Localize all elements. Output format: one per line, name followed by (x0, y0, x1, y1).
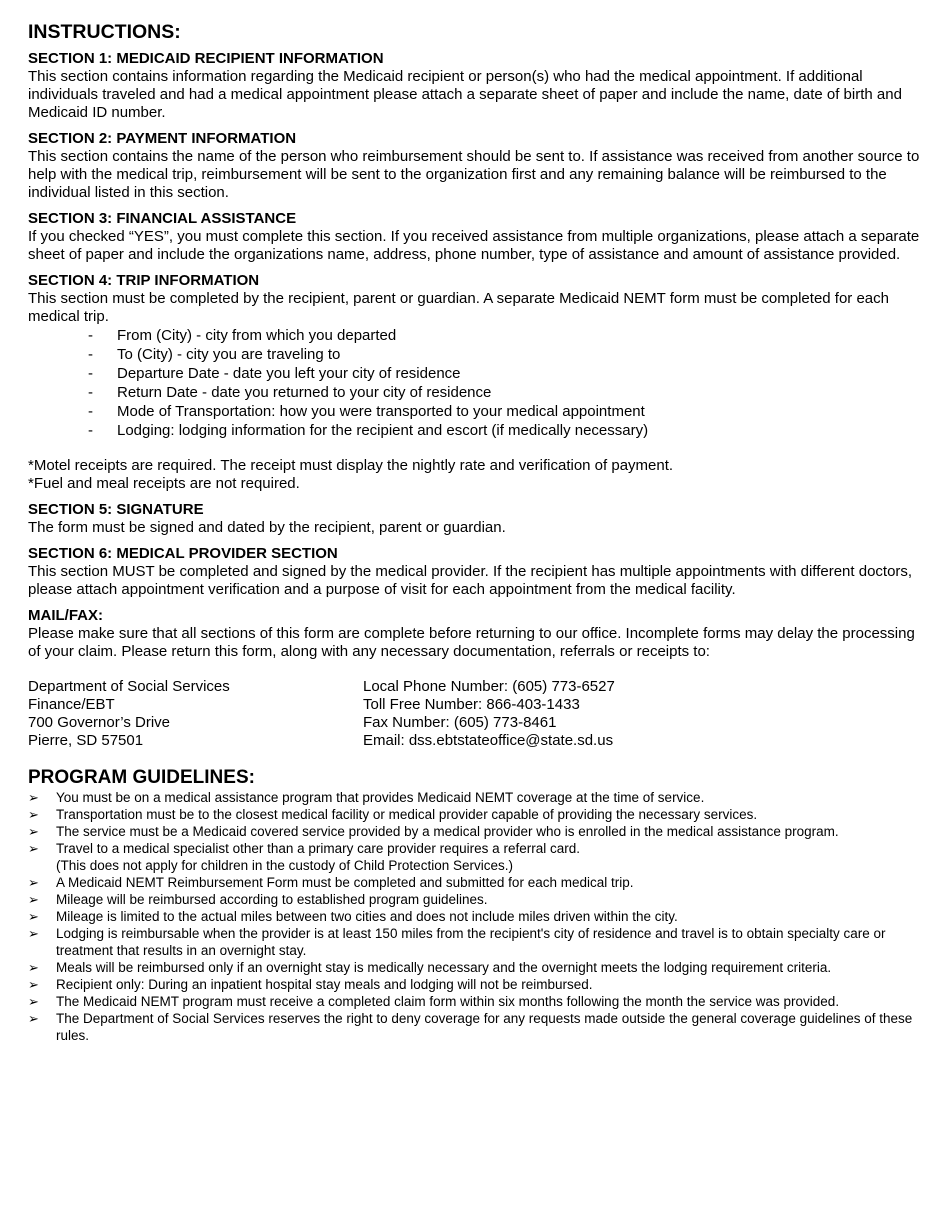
guideline-text: Transportation must be to the closest medical facility or medical provider capable of providing the necessary services. (56, 807, 758, 822)
list-item (88, 402, 928, 421)
section-3-text: If you checked “YES”, you must complete this section. If you received assistance from multiple organizations, please attach a separate sheet of paper and include the organizations name, address, phone number, type of assistance and amount of assistance provided. (28, 228, 920, 263)
guideline-text: You must be on a medical assistance program that provides Medicaid NEMT coverage at the time of service. (56, 790, 705, 805)
instructions-heading: INSTRUCTIONS: (28, 21, 181, 43)
guideline-text: Recipient only: During an inpatient hospital stay meals and lodging will not be reimbursed. (56, 977, 593, 992)
list-item (28, 789, 928, 806)
address-line: Finance/EBT (28, 696, 115, 713)
list-item (88, 383, 928, 402)
program-guidelines-heading: PROGRAM GUIDELINES: (28, 767, 255, 788)
trip-item-text: Departure Date - date you left your city of residence (117, 365, 461, 382)
guideline-text: Lodging is reimbursable when the provider is at least 150 miles from the recipient's city of residence and travel is to obtain specialty care or treatment that results in an overnight stay. (56, 926, 886, 958)
arrow-bullet-icon: ➢ (28, 1011, 39, 1026)
guideline-note: (This does not apply for children in the custody of Child Protection Services.) (56, 858, 513, 873)
address-line: 700 Governor’s Drive (28, 714, 171, 731)
section-1 (28, 50, 928, 122)
dash-bullet: - (88, 346, 93, 363)
address-line: Pierre, SD 57501 (28, 732, 144, 749)
arrow-bullet-icon: ➢ (28, 790, 39, 805)
guideline-text: Meals will be reimbursed only if an overnight stay is medically necessary and the overnight meets the lodging requirement criteria. (56, 960, 832, 975)
list-item (28, 1010, 928, 1044)
arrow-bullet-icon: ➢ (28, 892, 39, 907)
guideline-text: The service must be a Medicaid covered service provided by a medical provider who is enrolled in the medical assistance program. (56, 824, 839, 839)
mail-fax-section (28, 607, 928, 661)
list-item (28, 840, 928, 874)
list-item (28, 823, 928, 840)
arrow-bullet-icon: ➢ (28, 909, 39, 924)
email-address: Email: dss.ebtstateoffice@state.sd.us (363, 732, 614, 749)
mailing-address (28, 678, 363, 750)
section-1-title: SECTION 1: MEDICAID RECIPIENT INFORMATION (28, 50, 384, 67)
trip-item-text: Mode of Transportation: how you were transported to your medical appointment (117, 403, 645, 420)
contact-numbers (363, 678, 615, 750)
section-4-text: This section must be completed by the recipient, parent or guardian. A separate Medicaid NEMT form must be completed for each medical trip. (28, 290, 889, 325)
arrow-bullet-icon: ➢ (28, 807, 39, 822)
list-item (28, 959, 928, 976)
trip-item-text: Return Date - date you returned to your city of residence (117, 384, 492, 401)
local-phone: Local Phone Number: (605) 773-6527 (363, 678, 615, 695)
motel-receipt-note: *Motel receipts are required. The receipt must display the nightly rate and verification of payment. (28, 457, 674, 474)
program-guidelines-list (28, 789, 928, 1044)
section-2-title: SECTION 2: PAYMENT INFORMATION (28, 130, 297, 147)
mail-fax-title: MAIL/FAX: (28, 607, 103, 624)
section-3-title: SECTION 3: FINANCIAL ASSISTANCE (28, 210, 297, 227)
guideline-text: Mileage is limited to the actual miles between two cities and does not include miles driven within the city. (56, 909, 678, 924)
guideline-text: Mileage will be reimbursed according to established program guidelines. (56, 892, 488, 907)
section-5-title: SECTION 5: SIGNATURE (28, 501, 204, 518)
receipt-notes (28, 457, 928, 493)
dash-bullet: - (88, 384, 93, 401)
trip-item-text: To (City) - city you are traveling to (117, 346, 341, 363)
section-5 (28, 501, 928, 537)
list-item (28, 908, 928, 925)
mail-fax-text: Please make sure that all sections of this form are complete before returning to our office. Incomplete forms may delay the processing of your claim. Please return this form, along with any necessary documentation, referrals or receipts to: (28, 625, 915, 660)
trip-item-text: From (City) - city from which you departed (117, 327, 397, 344)
arrow-bullet-icon: ➢ (28, 960, 39, 975)
section-2 (28, 130, 928, 202)
fax-number: Fax Number: (605) 773-8461 (363, 714, 557, 731)
guideline-text: The Medicaid NEMT program must receive a completed claim form within six months following the month the service was provided. (56, 994, 840, 1009)
section-3 (28, 210, 928, 264)
arrow-bullet-icon: ➢ (28, 994, 39, 1009)
section-4-title: SECTION 4: TRIP INFORMATION (28, 272, 260, 289)
dash-bullet: - (88, 327, 93, 344)
arrow-bullet-icon: ➢ (28, 841, 39, 856)
dash-bullet: - (88, 365, 93, 382)
dash-bullet: - (88, 403, 93, 420)
list-item (88, 326, 928, 345)
guideline-text: The Department of Social Services reserves the right to deny coverage for any requests made outside the general coverage guidelines of these rules. (56, 1011, 913, 1043)
list-item (28, 993, 928, 1010)
list-item (28, 891, 928, 908)
address-line: Department of Social Services (28, 678, 230, 695)
list-item (88, 345, 928, 364)
toll-free-phone: Toll Free Number: 866-403-1433 (363, 696, 580, 713)
instructions-page (28, 20, 928, 1044)
list-item (88, 421, 928, 440)
section-1-text: This section contains information regarding the Medicaid recipient or person(s) who had the medical appointment. If additional individuals traveled and had a medical appointment please attach a separate sheet of paper and include the name, date of birth and Medicaid ID number. (28, 68, 902, 121)
dash-bullet: - (88, 422, 93, 439)
contact-block (28, 678, 928, 750)
arrow-bullet-icon: ➢ (28, 875, 39, 890)
section-2-text: This section contains the name of the person who reimbursement should be sent to. If assistance was received from another source to help with the medical trip, reimbursement will be sent to the organization first and any remaining balance will be reimbursed to the individual listed in this section. (28, 148, 920, 201)
section-6 (28, 545, 928, 599)
section-5-text: The form must be signed and dated by the recipient, parent or guardian. (28, 519, 506, 536)
guideline-text: A Medicaid NEMT Reimbursement Form must be completed and submitted for each medical trip. (56, 875, 634, 890)
section-4 (28, 272, 928, 440)
trip-item-text: Lodging: lodging information for the recipient and escort (if medically necessary) (117, 422, 649, 439)
arrow-bullet-icon: ➢ (28, 977, 39, 992)
arrow-bullet-icon: ➢ (28, 824, 39, 839)
arrow-bullet-icon: ➢ (28, 926, 39, 941)
trip-info-list (28, 326, 928, 440)
section-6-title: SECTION 6: MEDICAL PROVIDER SECTION (28, 545, 338, 562)
list-item (28, 806, 928, 823)
list-item (28, 976, 928, 993)
fuel-meal-receipt-note: *Fuel and meal receipts are not required. (28, 475, 300, 492)
guideline-text: Travel to a medical specialist other than a primary care provider requires a referral card. (56, 841, 580, 856)
list-item (88, 364, 928, 383)
section-6-text: This section MUST be completed and signed by the medical provider. If the recipient has multiple appointments with different doctors, please attach appointment verification and a purpose of visit for each appointment from the medical facility. (28, 563, 913, 598)
list-item (28, 925, 928, 959)
list-item (28, 874, 928, 891)
